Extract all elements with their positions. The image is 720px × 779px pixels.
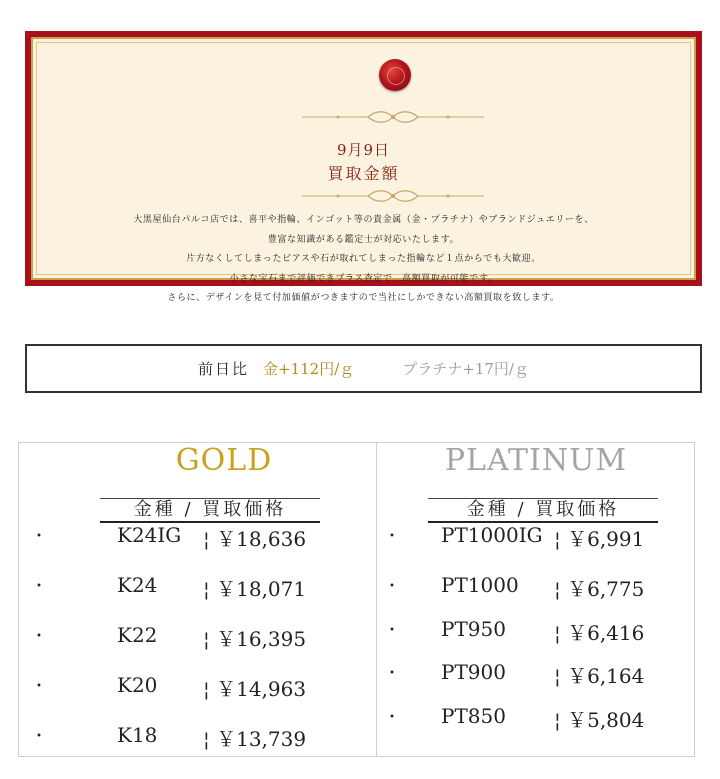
gold-title: GOLD: [175, 443, 273, 478]
platinum-column: [376, 443, 694, 756]
buy-price: ¦ ￥6,416: [554, 621, 645, 645]
price-row: [384, 617, 694, 643]
banner-paper: [31, 37, 696, 304]
platinum-change: プラチナ+17円/ｇ: [402, 360, 529, 378]
price-row: [384, 660, 694, 686]
price-change-label: 前日比: [198, 360, 250, 378]
banner-description: [33, 211, 694, 309]
price-row: [31, 623, 371, 649]
price-row: [31, 673, 371, 699]
buy-price: ¦ ￥18,071: [203, 577, 307, 601]
price-row: [31, 573, 371, 599]
metal-type: K20: [117, 673, 158, 697]
ornament-flourish-icon: [298, 189, 488, 203]
banner-line: 小さな宝石まで評価できプラス査定で、高額買取が可能です。: [229, 273, 498, 284]
price-change-box: [25, 344, 702, 393]
metal-type: PT900: [441, 660, 506, 684]
buy-price: ¦ ￥13,739: [203, 727, 307, 751]
ornament-flourish-icon: [298, 110, 488, 124]
bullet: ・: [31, 526, 48, 545]
banner-title: 買取金額: [327, 164, 400, 183]
buy-price: ¦ ￥6,164: [554, 664, 645, 688]
banner-line: 豊富な知識がある鑑定士が対応いたします。: [267, 234, 460, 245]
buy-price: ¦ ￥6,775: [554, 577, 645, 601]
price-banner: [25, 31, 702, 304]
banner-line: 大黒屋仙台パルコ店では、喜平や指輪、インゴット等の貴金属（金・プラチナ）やブランドジュエリーを、: [133, 215, 594, 225]
wax-seal-icon: [379, 59, 411, 91]
price-row: [31, 723, 371, 749]
price-row: [384, 573, 694, 599]
banner-line: さらに、デザインを見て付加価値がつきますので当社にしかできない高額買取を致します。: [167, 293, 560, 304]
metal-type: K24IG: [117, 523, 182, 547]
bullet: ・: [384, 620, 401, 639]
price-table: [18, 442, 695, 757]
price-row: [384, 523, 694, 549]
bullet: ・: [384, 576, 401, 595]
bullet: ・: [384, 707, 401, 726]
metal-type: PT950: [441, 617, 506, 641]
price-row: [384, 704, 694, 730]
metal-type: PT850: [441, 704, 506, 728]
metal-type: K24: [117, 573, 158, 597]
platinum-title: PLATINUM: [444, 443, 628, 478]
bullet: ・: [31, 726, 48, 745]
banner-date: 9月9日: [336, 141, 391, 159]
gold-header: 金種 / 買取価格: [100, 498, 320, 523]
metal-type: K18: [117, 723, 158, 747]
buy-price: ¦ ￥14,963: [203, 677, 307, 701]
bullet: ・: [31, 576, 48, 595]
buy-price: ¦ ￥16,395: [203, 627, 307, 651]
bullet: ・: [31, 676, 48, 695]
metal-type: PT1000: [441, 573, 519, 597]
metal-type: K22: [117, 623, 158, 647]
buy-price: ¦ ￥6,991: [554, 527, 645, 551]
gold-change: 金+112円/ｇ: [263, 360, 355, 378]
metal-type: PT1000IG: [441, 523, 543, 547]
buy-price: ¦ ￥5,804: [554, 708, 645, 732]
gold-column: [19, 443, 377, 756]
bullet: ・: [384, 663, 401, 682]
bullet: ・: [31, 626, 48, 645]
bullet: ・: [384, 526, 401, 545]
platinum-header: 金種 / 買取価格: [428, 498, 658, 523]
banner-line: 片方なくしてしまったピアスや石が取れてしまった指輪など１点からでも大歓迎。: [186, 254, 541, 265]
buy-price: ¦ ￥18,636: [203, 527, 307, 551]
price-row: [31, 523, 371, 549]
